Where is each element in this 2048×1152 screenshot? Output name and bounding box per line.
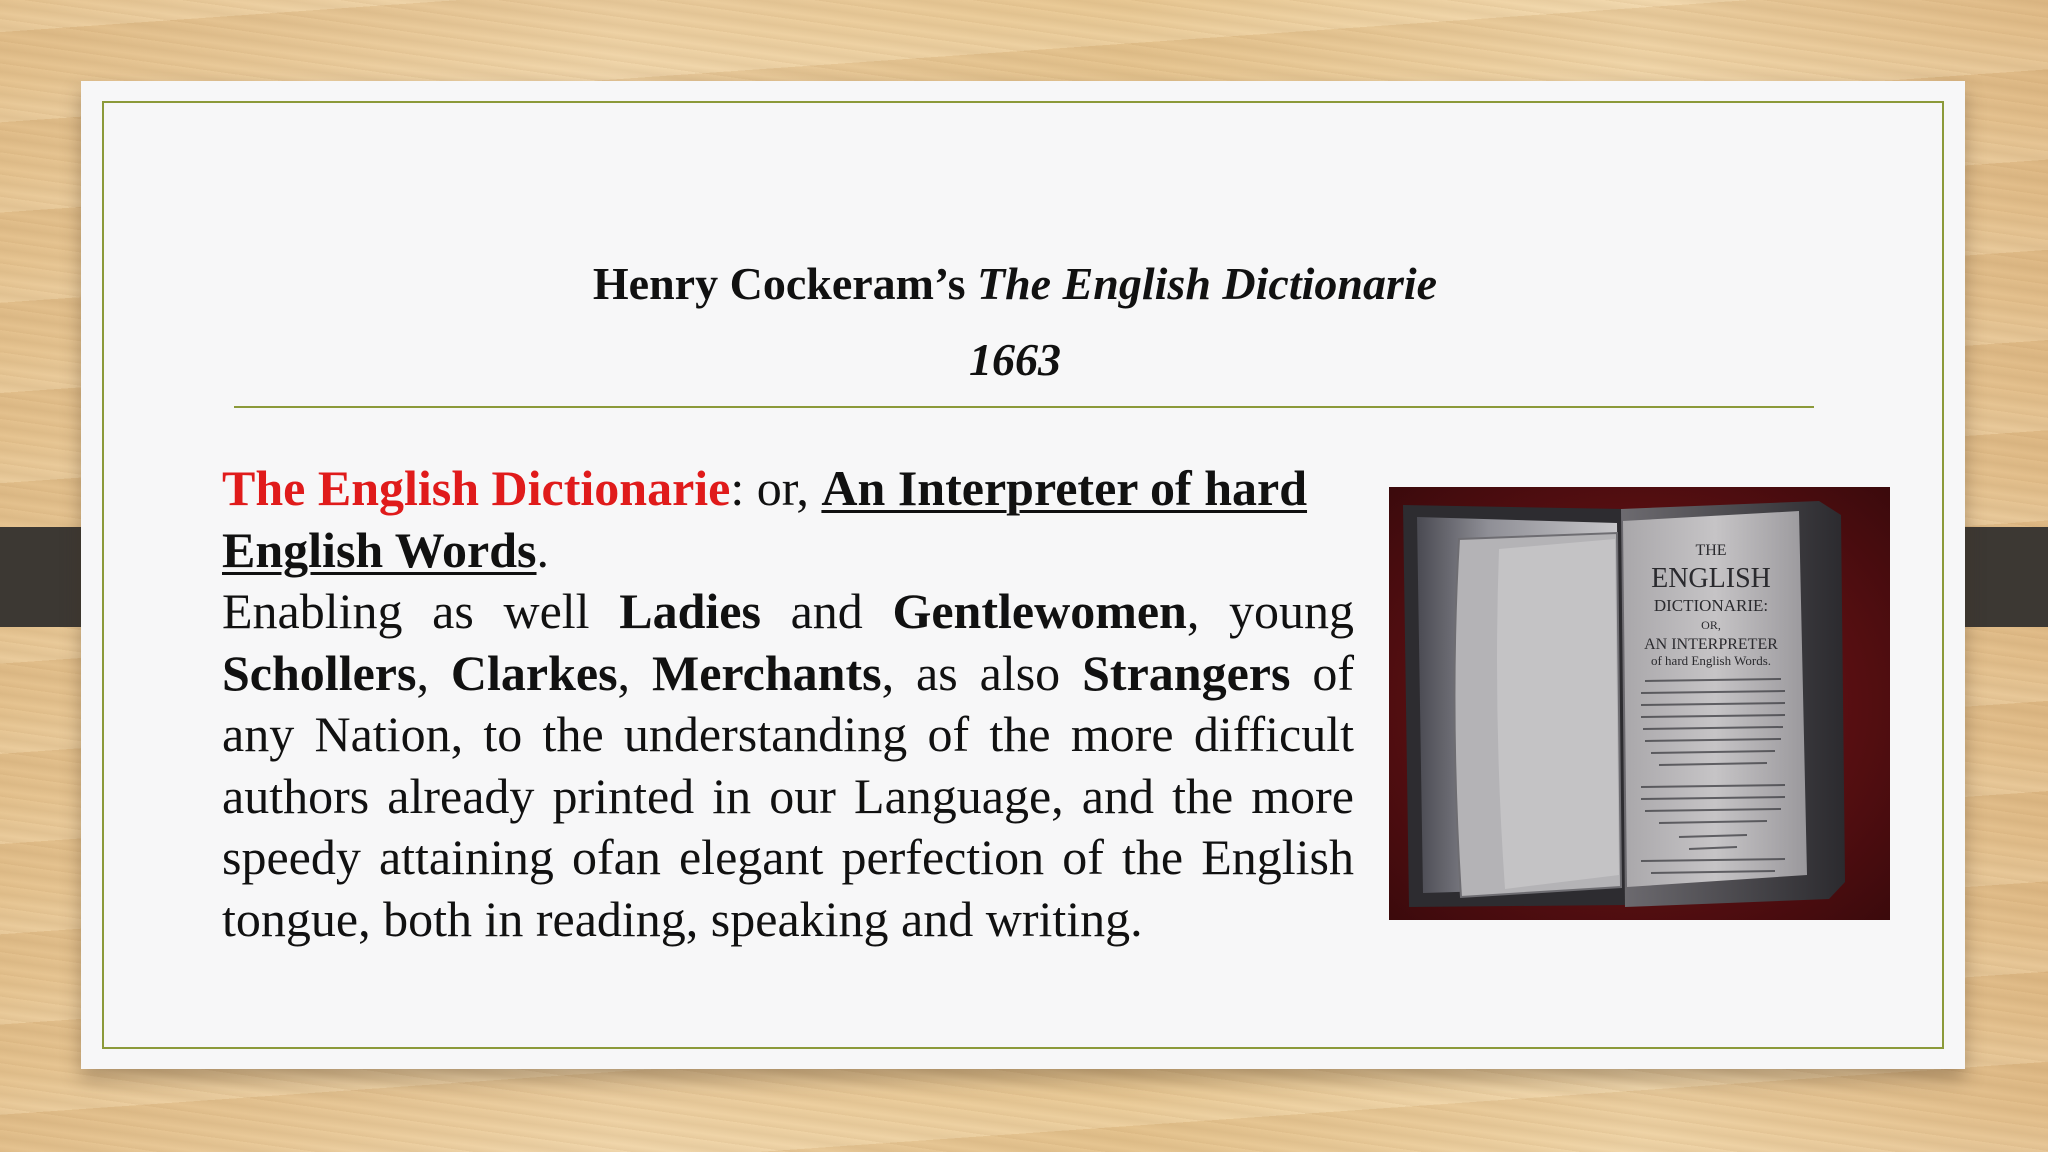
bold-clarkes: Clarkes [450, 644, 618, 701]
open-book-illustration [1389, 487, 1890, 920]
text-run: , [617, 644, 652, 701]
bold-ladies: Ladies [619, 583, 761, 639]
slide-title [200, 246, 1830, 398]
text-run: , [416, 644, 451, 701]
title-year: 1663 [969, 334, 1061, 385]
title-line-1 [200, 246, 1830, 322]
book-subtitle-part2: English Words [222, 521, 537, 578]
page-line-the: THE [1695, 542, 1727, 559]
text-run: and [760, 583, 893, 639]
page-line-dictionarie: DICTIONARIE: [1653, 596, 1769, 615]
book-title-red: The English Dictionarie [222, 460, 731, 516]
text-run: Enabling as well [222, 583, 620, 639]
text-run: , young [1186, 583, 1354, 639]
text-run: , as also [881, 644, 1083, 701]
headline-period: . [536, 521, 550, 578]
page-line-or: OR, [1701, 618, 1721, 632]
page-line-hard-words: of hard English Words. [1650, 653, 1772, 668]
description-paragraph [222, 581, 1354, 950]
title-divider [234, 406, 1814, 408]
bold-schollers: Schollers [222, 644, 417, 701]
title-author: Henry Cockeram’s [592, 258, 977, 309]
bold-strangers: Strangers [1082, 644, 1291, 701]
title-work: The English Dictionarie [977, 258, 1438, 309]
book-subtitle-part1: An Interpreter of hard [821, 460, 1308, 516]
book-photo [1389, 487, 1890, 920]
bold-merchants: Merchants [652, 644, 882, 701]
bold-gentlewomen: Gentlewomen [892, 583, 1187, 639]
title-separator: : or, [730, 460, 822, 516]
book-headline [222, 458, 1354, 581]
text-run: of any Nation, to the understanding of the more difficult authors already printed in our Language, and the more speedy attaining ofan elegant perfection of the English tongue, both in reading, speaking and writing. [222, 644, 1355, 947]
page-line-english: ENGLISH [1651, 563, 1771, 594]
page-line-interpreter: AN INTERPRETER [1644, 636, 1778, 653]
body-text [222, 458, 1354, 950]
